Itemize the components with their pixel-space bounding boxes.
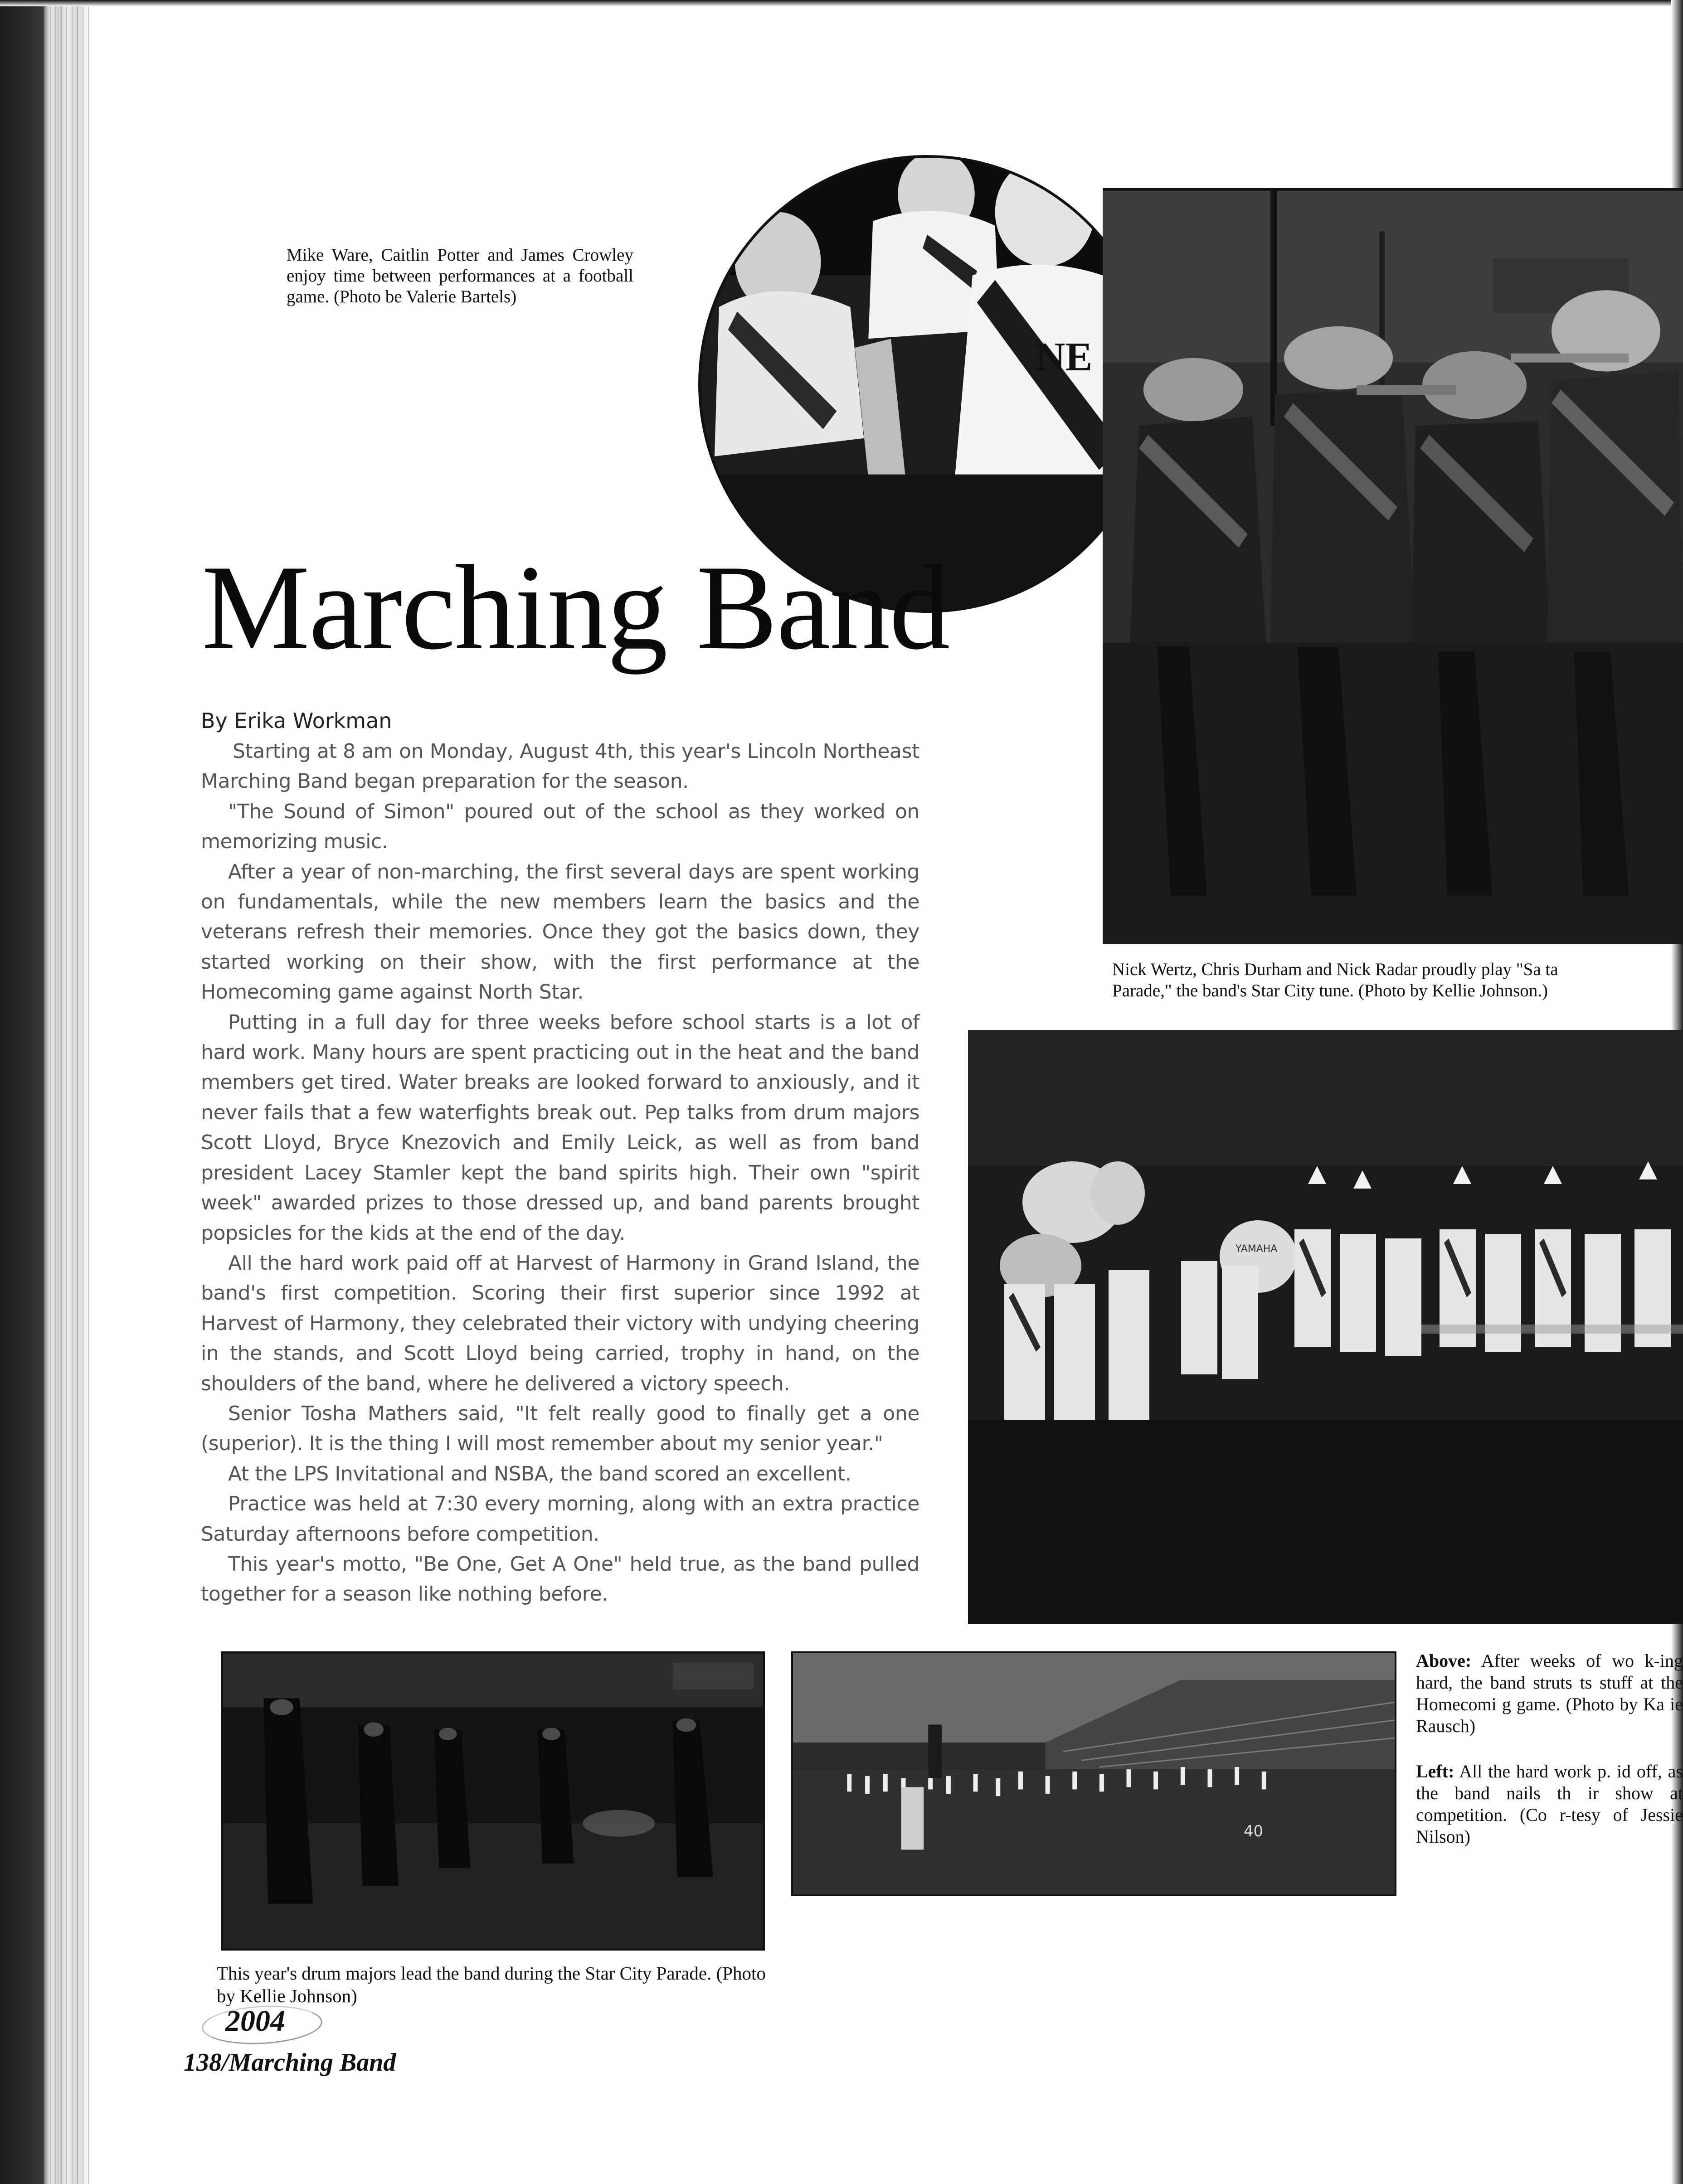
photo-homecoming-band [968, 1030, 1683, 1624]
caption-circle-photo: Mike Ware, Caitlin Potter and James Crowley enjoy time between performances at a football game. (Photo be Valerie Bartels) [287, 245, 633, 306]
article-paragraph: Practice was held at 7:30 every morning, along with an extra practice Saturday afternoons before competition. [201, 1492, 919, 1546]
caption-line-2: Parade," the band's Star City tune. (Photo by Kellie Johnson.) [1112, 981, 1548, 1000]
photo-band-competition-field [791, 1651, 1396, 1896]
article-paragraph: Putting in a full day for three weeks before school starts is a lot of hard work. Many hours are spent practicing out in the heat and the band members get tired. Water breaks are looked forward to anxiously, and it never fails that a few waterfights break out. Pep talks from drum majors Scott Lloyd, Bryce Knezovich and Emily Leick, as well as from band president Lacey Stamler kept the band spirits high. Their own "spirit week" awarded prizes to those dressed up, and band parents brought popsicles for the kids at the end of the day. [201, 1010, 919, 1245]
caption-left-text: All the hard work p. id off, as the band nails th ir show at competition. (Co r-tesy of Jessie Nilson) [1416, 1761, 1683, 1847]
article-paragraph: All the hard work paid off at Harvest of Harmony in Grand Island, the band's first competition. Scoring their first superior since 1992 at Harvest of Harmony, they celebrated their victory with undying cheering in the stands, and Scott Lloyd being carried, trophy in hand, on the shoulders of the band, where he delivered a victory speech. [201, 1251, 919, 1395]
photo-parade-horn-players [1103, 188, 1683, 944]
article-paragraph: Starting at 8 am on Monday, August 4th, this year's Lincoln Northeast Marching Band began preparation for the season. [201, 740, 919, 793]
photo-drum-majors-parade [221, 1651, 765, 1951]
uniform-letters: NE [1036, 335, 1093, 380]
article-paragraph: After a year of non-marching, the first several days are spent working on fundamentals, while the new members learn the basics and the veterans refresh their memories. Once they got the basics down, they started working on their show, with the first performance at the Homecoming game against North Star. [201, 860, 919, 1004]
footer-year: 2004 [225, 2004, 285, 2038]
caption-above-label: Above: [1416, 1650, 1472, 1671]
caption-bottom-right [1416, 1650, 1683, 1871]
article-paragraph: "The Sound of Simon" poured out of the school as they worked on memorizing music. [201, 800, 919, 854]
caption-parade-horn-players [1112, 959, 1683, 1001]
footer-page-label: 138/Marching Band [184, 2048, 396, 2077]
article-paragraph: Senior Tosha Mathers said, "It felt really good to finally get a one (superior). It is the thing I will most remember about my senior year." [201, 1402, 919, 1456]
yard-marker: 40 [1244, 1822, 1263, 1840]
footer-year-badge [202, 2002, 320, 2041]
caption-above [1416, 1650, 1683, 1737]
top-page-edge [0, 0, 1683, 6]
article-body [201, 737, 919, 1610]
article-paragraph: This year's motto, "Be One, Get A One" held true, as the band pulled together for a season like nothing before. [201, 1552, 919, 1606]
page-edge-lines [50, 0, 93, 2184]
page-title: Marching Band [202, 540, 949, 675]
drum-brand: YAMAHA [1235, 1243, 1278, 1255]
byline: By Erika Workman [201, 709, 392, 733]
caption-left [1416, 1761, 1683, 1848]
caption-above-text: After weeks of wo k-ing hard, the band struts ts stuff at the Homecomi g game. (Photo by Ka ie Rausch) [1416, 1650, 1683, 1736]
caption-left-label: Left: [1416, 1761, 1454, 1781]
caption-drum-majors: This year's drum majors lead the band during the Star City Parade. (Photo by Kellie Johnson) [217, 1963, 766, 2006]
article-paragraph: At the LPS Invitational and NSBA, the band scored an excellent. [228, 1462, 851, 1485]
caption-line-1: Nick Wertz, Chris Durham and Nick Radar proudly play "Sa ta [1112, 960, 1558, 979]
